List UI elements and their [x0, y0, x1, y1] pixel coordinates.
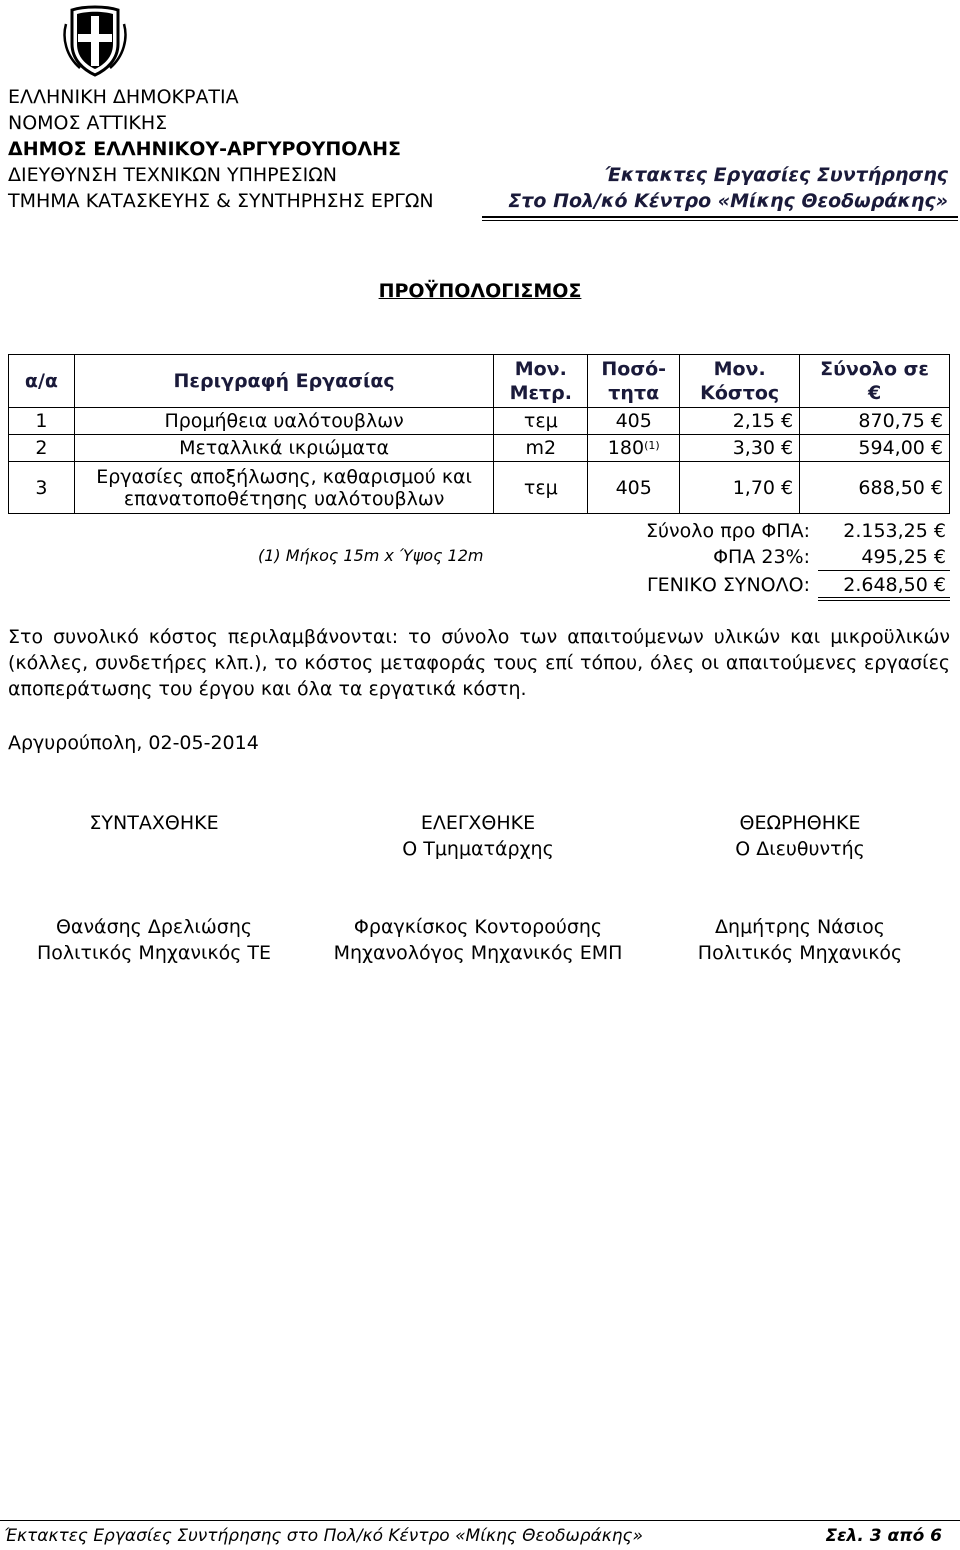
cell-unit-cost: 3,30 €	[680, 435, 800, 462]
footnote-marker: (1)	[644, 439, 660, 452]
signature-block-checked	[328, 810, 628, 862]
issuer-line-department: ΤΜΗΜΑ ΚΑΤΑΣΚΕΥΗΣ & ΣΥΝΤΗΡΗΣΗΣ ΕΡΓΩΝ	[8, 190, 434, 212]
signatory-title: Πολιτικός Μηχανικός	[697, 942, 903, 964]
header-unit: Μον. Μετρ.	[494, 355, 588, 408]
signatory-name: Θανάσης Δρελιώσης	[55, 916, 253, 938]
cell-description: Προμήθεια υαλότουβλων	[74, 408, 493, 435]
signatory-title: Μηχανολόγος Μηχανικός ΕΜΠ	[333, 942, 623, 964]
grand-total-underline	[818, 597, 950, 598]
table-row	[9, 435, 950, 462]
cell-total: 870,75 €	[800, 408, 950, 435]
table-header-row	[9, 355, 950, 408]
cell-aa: 2	[9, 435, 75, 462]
cell-unit: m2	[494, 435, 588, 462]
footer-page-number: Σελ. 3 από 6	[825, 1526, 942, 1546]
signatory-checked	[328, 914, 628, 966]
project-title-line1: Έκτακτες Εργασίες Συντήρησης	[604, 164, 948, 186]
grand-total-double-underline	[818, 600, 950, 601]
project-title-block	[508, 162, 948, 214]
signatory-title: Πολιτικός Μηχανικός ΤΕ	[36, 942, 272, 964]
subtotal-label: Σύνολο προ ΦΠΑ:	[646, 520, 810, 542]
cell-unit-cost: 2,15 €	[680, 408, 800, 435]
issuer-line-municipality: ΔΗΜΟΣ ΕΛΛΗΝΙΚΟΥ-ΑΡΓΥΡΟΥΠΟΛΗΣ	[8, 138, 402, 160]
table-row	[9, 408, 950, 435]
cell-quantity: 180$^{(1)}$	[588, 435, 680, 462]
signature-block-approved	[650, 810, 950, 862]
grand-total-label: ΓΕΝΙΚΟ ΣΥΝΟΛΟ:	[647, 574, 810, 596]
issuer-block	[8, 84, 434, 214]
header-quantity: Ποσό- τητα	[588, 355, 680, 408]
cell-total: 594,00 €	[800, 435, 950, 462]
header-description: Περιγραφή Εργασίας	[74, 355, 493, 408]
cell-unit-cost: 1,70 €	[680, 462, 800, 514]
footnote: (1) Μήκος 15m x Ύψος 12m	[258, 546, 484, 565]
header-divider-thin	[482, 220, 958, 221]
budget-table	[8, 354, 950, 514]
cell-total: 688,50 €	[800, 462, 950, 514]
cell-description: Μεταλλικά ικριώματα	[74, 435, 493, 462]
signature-subrole: Ο Τμηματάρχης	[402, 838, 554, 860]
header-divider	[482, 216, 958, 218]
signatory-name: Φραγκίσκος Κοντορούσης	[353, 916, 603, 938]
issuer-line-country: ΕΛΛΗΝΙΚΗ ΔΗΜΟΚΡΑΤΙΑ	[8, 86, 239, 108]
subtotal-value: 2.153,25 €	[843, 520, 946, 542]
footer-divider	[0, 1520, 960, 1521]
table-row	[9, 462, 950, 514]
signatory-approved	[650, 914, 950, 966]
issuer-line-directorate: ΔΙΕΥΘΥΝΣΗ ΤΕΧΝΙΚΩΝ ΥΠΗΡΕΣΙΩΝ	[8, 164, 337, 186]
header-aa: α/α	[9, 355, 75, 408]
header-total: Σύνολο σε €	[800, 355, 950, 408]
signature-block-drafted	[4, 810, 304, 862]
coat-of-arms-emblem	[60, 4, 130, 78]
place-date: Αργυρούπολη, 02-05-2014	[8, 732, 259, 754]
cell-description: Εργασίες αποξήλωσης, καθαρισμού και επανατοποθέτησης υαλότουβλων	[74, 462, 493, 514]
cell-aa: 1	[9, 408, 75, 435]
vat-underline	[818, 570, 950, 571]
header-unit-cost: Μον. Κόστος	[680, 355, 800, 408]
signatory-drafted	[4, 914, 304, 966]
signature-subrole	[4, 836, 304, 862]
vat-value: 495,25 €	[861, 546, 946, 568]
cell-unit: τεμ	[494, 462, 588, 514]
issuer-line-prefecture: ΝΟΜΟΣ ΑΤΤΙΚΗΣ	[8, 112, 168, 134]
cell-aa: 3	[9, 462, 75, 514]
footer-project-title: Έκτακτες Εργασίες Συντήρησης στο Πολ/κό Κέντρο «Μίκης Θεοδωράκης»	[4, 1526, 644, 1546]
grand-total-value: 2.648,50 €	[843, 574, 946, 596]
project-title-line2: Στο Πολ/κό Κέντρο «Μίκης Θεοδωράκης»	[508, 190, 948, 212]
signature-role: ΕΛΕΓΧΘΗΚΕ	[420, 812, 536, 834]
signature-role: ΘΕΩΡΗΘΗΚΕ	[739, 812, 861, 834]
document-title: ΠΡΟΫΠΟΛΟΓΙΣΜΟΣ	[378, 280, 582, 302]
signatory-name: Δημήτρης Νάσιος	[715, 916, 885, 938]
cell-unit: τεμ	[494, 408, 588, 435]
signature-role: ΣΥΝΤΑΧΘΗΚΕ	[89, 812, 219, 834]
signature-subrole: Ο Διευθυντής	[735, 838, 865, 860]
cell-quantity: 405	[588, 462, 680, 514]
cell-quantity: 405	[588, 408, 680, 435]
vat-label: ΦΠΑ 23%:	[713, 546, 810, 568]
cost-inclusions-paragraph: Στο συνολικό κόστος περιλαμβάνονται: το σύνολο των απαιτούμενων υλικών και μικροϋλικών (κόλλες, συνδετήρες κλπ.), το κόστος μεταφοράς τους επί τόπου, όλες οι απαιτούμενες εργασίες αποπεράτωσης του έργου και όλα τα εργατικά κόστη.	[8, 626, 950, 700]
